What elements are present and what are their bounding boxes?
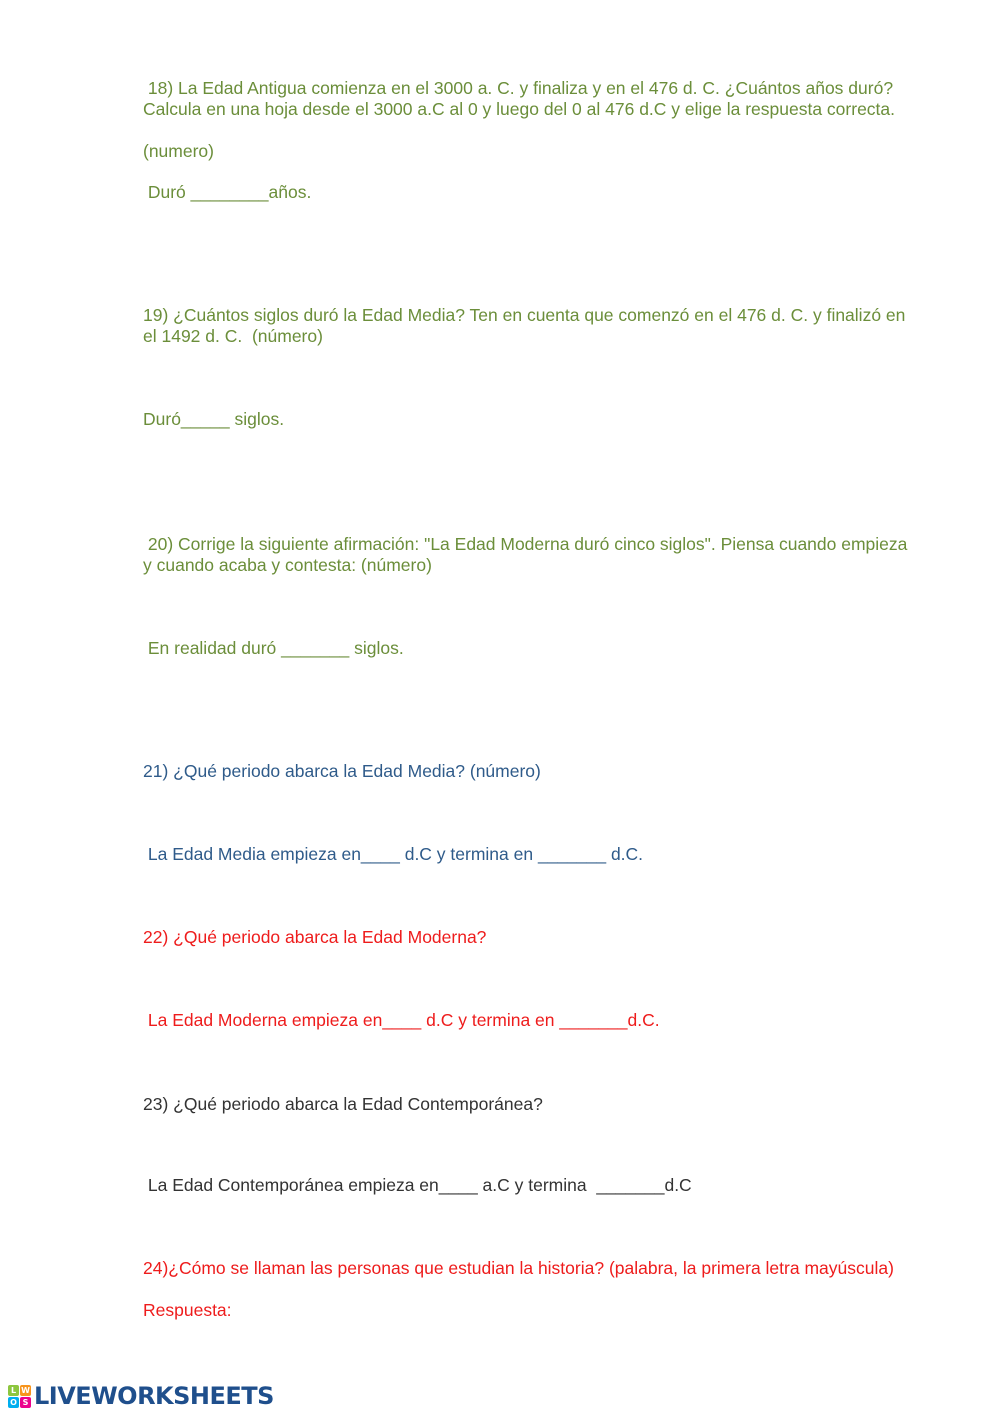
q22-answer: La Edad Moderna empieza en____ d.C y termina en _______d.C. [143, 1010, 660, 1030]
q21-answer: La Edad Media empieza en____ d.C y termina en _______ d.C. [143, 844, 644, 864]
q18-answer: Duró ________años. [143, 182, 312, 202]
q24-line-1: 24)¿Cómo se llaman las personas que estudian la historia? (palabra, la primera letra mayúscula) [143, 1258, 894, 1278]
q20-line-2: y cuando acaba y contesta: (número) [143, 555, 432, 575]
q19-line-1: 19) ¿Cuántos siglos duró la Edad Media? Ten en cuenta que comenzó en el 476 d. C. y finalizó en [143, 305, 906, 325]
logo-cell: O [8, 1397, 19, 1408]
q18-line-1: 18) La Edad Antigua comienza en el 3000 a. C. y finaliza y en el 476 d. C. ¿Cuántos años duró? [143, 78, 894, 98]
q21-line-1: 21) ¿Qué periodo abarca la Edad Media? (número) [143, 761, 541, 781]
q23-answer: La Edad Contemporánea empieza en____ a.C y termina _______d.C [143, 1175, 692, 1195]
q20-line-1: 20) Corrige la siguiente afirmación: "La Edad Moderna duró cinco siglos". Piensa cuando empieza [143, 534, 908, 554]
q19-answer: Duró_____ siglos. [143, 409, 285, 429]
logo-icon [8, 1385, 31, 1408]
q18-hint: (numero) [143, 141, 214, 161]
logo-cell: W [21, 1385, 30, 1395]
logo-cell: L [8, 1385, 19, 1396]
q18-line-2: Calcula en una hoja desde el 3000 a.C al 0 y luego del 0 al 476 d.C y elige la respuesta correcta. [143, 99, 896, 119]
footer-logo [8, 1382, 274, 1410]
q24-answer-label: Respuesta: [143, 1300, 232, 1320]
q22-line-1: 22) ¿Qué periodo abarca la Edad Moderna? [143, 927, 487, 947]
brand-name: LIVEWORKSHEETS [34, 1382, 274, 1410]
q23-line-1: 23) ¿Qué periodo abarca la Edad Contemporánea? [143, 1094, 543, 1114]
logo-cell: S [20, 1397, 31, 1408]
q20-answer: En realidad duró _______ siglos. [143, 638, 404, 658]
q19-line-2: el 1492 d. C. (número) [143, 326, 323, 346]
